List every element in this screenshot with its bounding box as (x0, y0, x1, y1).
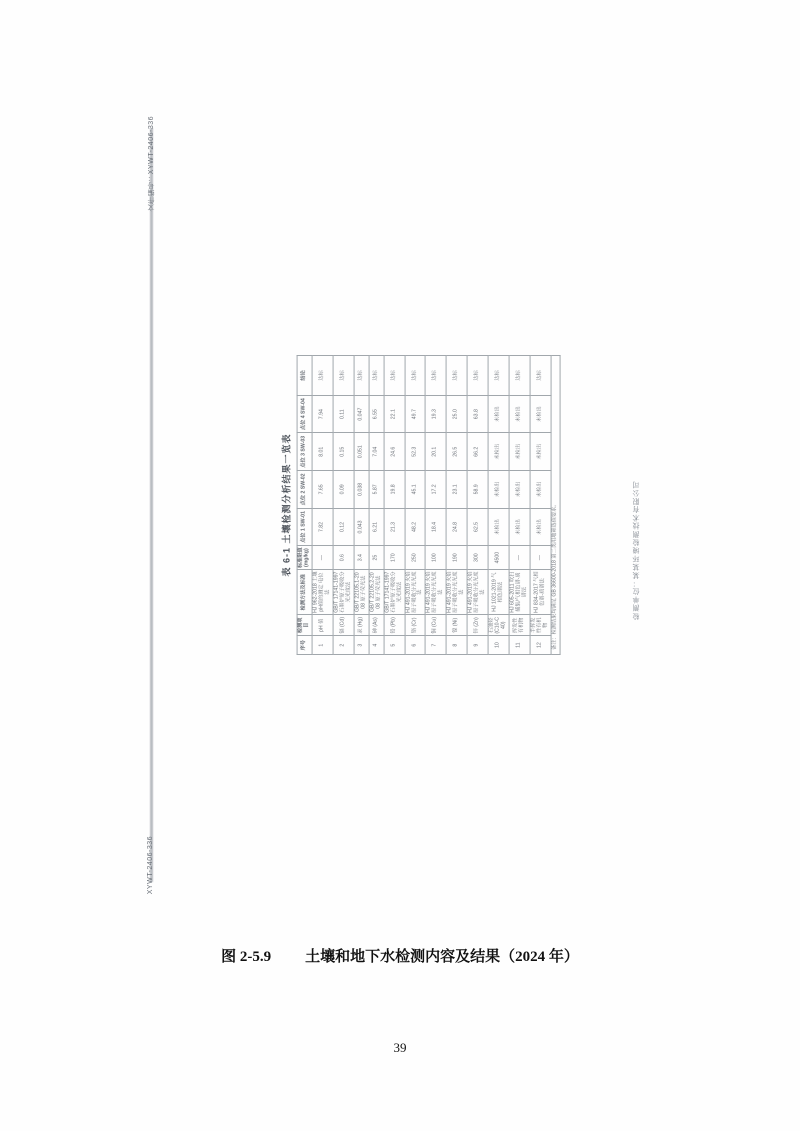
cell-method: HJ 605-2011 吹扫捕集/气相色谱-质谱法 (509, 570, 530, 615)
column-header-point-3: 点位 3 SW-03 (297, 433, 312, 471)
cell-point-4: 0.047 (354, 395, 369, 433)
cell-point-1: 24.8 (446, 508, 467, 546)
cell-point-3: 未检出 (488, 433, 509, 471)
cell-point-1: 18.4 (426, 508, 447, 546)
cell-limit: 3.4 (354, 546, 369, 570)
cell-no: 4 (369, 636, 384, 655)
cell-limit: 0.6 (333, 546, 354, 570)
figure-caption-text: 土壤和地下水检测内容及结果（2024 年） (305, 949, 579, 965)
table-row (405, 356, 426, 655)
table-title: 表 6-1 土壤检测分析结果一览表 (281, 433, 292, 577)
cell-point-1: 未检出 (509, 508, 530, 546)
cell-point-4: 22.1 (384, 395, 405, 433)
cell-limit: 25 (369, 546, 384, 570)
cell-method: HJ 491-2019 火焰原子吸收分光光度法 (405, 570, 426, 615)
cell-no: 11 (509, 636, 530, 655)
cell-item: 石油烃 (C10-C40) (488, 615, 509, 636)
cell-conclusion: 达标 (312, 356, 333, 396)
figure-side-note: 检测单位：某某环境检测技术有限公司 (633, 480, 640, 620)
cell-point-1: 未检出 (488, 508, 509, 546)
cell-point-2: 7.65 (312, 471, 333, 509)
cell-point-1: 21.3 (384, 508, 405, 546)
cell-conclusion: 达标 (405, 356, 426, 396)
cell-limit: 100 (426, 546, 447, 570)
document-code-bottom: XYWT-2406-336 (147, 835, 154, 894)
cell-point-3: 未检出 (530, 433, 551, 471)
table-row (467, 356, 488, 655)
cell-point-4: 49.7 (405, 395, 426, 433)
cell-point-3: 8.01 (312, 433, 333, 471)
cell-no: 6 (405, 636, 426, 655)
table-row (369, 356, 384, 655)
table-row (446, 356, 467, 655)
figure-caption (0, 945, 800, 966)
table-row (426, 356, 447, 655)
page-number: 39 (393, 1040, 407, 1055)
table-row (530, 356, 551, 655)
cell-point-4: 19.3 (426, 395, 447, 433)
cell-item: 镉 (Cd) (333, 615, 354, 636)
cell-method: HJ 491-2019 火焰原子吸收分光光度法 (467, 570, 488, 615)
cell-method: GB/T 17141-1997 石墨炉原子吸收分光光度法 (384, 570, 405, 615)
scanned-figure (120, 110, 720, 900)
column-header-method: 检测方法及标准 (297, 570, 312, 615)
cell-conclusion: 达标 (446, 356, 467, 396)
column-header-point-4: 点位 4 SW-04 (297, 395, 312, 433)
column-header-conclusion: 结论 (297, 356, 312, 396)
cell-point-3: 0.15 (333, 433, 354, 471)
detection-results-table (297, 355, 561, 655)
cell-point-1: 7.82 (312, 508, 333, 546)
cell-point-3: 0.051 (354, 433, 369, 471)
cell-limit: 4500 (488, 546, 509, 570)
cell-no: 8 (446, 636, 467, 655)
cell-point-2: 未检出 (530, 471, 551, 509)
cell-point-4: 0.11 (333, 395, 354, 433)
cell-method: HJ 491-2019 火焰原子吸收分光光度法 (426, 570, 447, 615)
cell-item: 半挥发性有机物 (530, 615, 551, 636)
cell-no: 1 (312, 636, 333, 655)
cell-no: 10 (488, 636, 509, 655)
cell-point-1: 0.043 (354, 508, 369, 546)
cell-point-1: 48.2 (405, 508, 426, 546)
cell-point-4: 25.0 (446, 395, 467, 433)
cell-item: 镍 (Ni) (446, 615, 467, 636)
cell-point-2: 58.9 (467, 471, 488, 509)
cell-point-3: 24.6 (384, 433, 405, 471)
cell-no: 12 (530, 636, 551, 655)
cell-point-3: 52.3 (405, 433, 426, 471)
cell-method: GB/T 22105.2-2008 原子荧光法 (369, 570, 384, 615)
cell-item: 铅 (Pb) (384, 615, 405, 636)
cell-no: 5 (384, 636, 405, 655)
table-header-row (297, 356, 312, 655)
cell-item: 汞 (Hg) (354, 615, 369, 636)
cell-limit: — (530, 546, 551, 570)
cell-point-1: 62.5 (467, 508, 488, 546)
column-header-item: 检测项目 (297, 615, 312, 636)
cell-conclusion: 达标 (369, 356, 384, 396)
cell-point-2: 5.87 (369, 471, 384, 509)
cell-conclusion: 达标 (467, 356, 488, 396)
cell-item: 铜 (Cu) (426, 615, 447, 636)
cell-point-4: 未检出 (509, 395, 530, 433)
figure-caption-number: 图 2-5.9 (221, 949, 272, 965)
cell-point-3: 7.04 (369, 433, 384, 471)
cell-method: HJ 834-2017 气相色谱-质谱法 (530, 570, 551, 615)
cell-limit: — (312, 546, 333, 570)
cell-point-2: 0.038 (354, 471, 369, 509)
cell-conclusion: 达标 (426, 356, 447, 396)
cell-point-4: 6.55 (369, 395, 384, 433)
cell-point-4: 未检出 (488, 395, 509, 433)
cell-conclusion: 达标 (509, 356, 530, 396)
column-header-no: 序号 (297, 636, 312, 655)
cell-point-1: 未检出 (530, 508, 551, 546)
column-header-point-1: 点位 1 SW-01 (297, 508, 312, 546)
cell-point-2: 未检出 (509, 471, 530, 509)
cell-limit: 300 (467, 546, 488, 570)
cell-point-2: 未检出 (488, 471, 509, 509)
cell-footer-note: 备注：检测结果均满足 GB 36600-2018 第二类用地筛选值要求。 (551, 356, 560, 655)
column-header-limit: 标准限值 (mg/kg) (297, 546, 312, 570)
cell-item: 铬 (Cr) (405, 615, 426, 636)
table-row (488, 356, 509, 655)
cell-conclusion: 达标 (384, 356, 405, 396)
cell-method: HJ 1021-2019 气相色谱法 (488, 570, 509, 615)
cell-method: HJ 962-2018 土壤 pH值的测定 电位法 (312, 570, 333, 615)
cell-conclusion: 达标 (488, 356, 509, 396)
cell-conclusion: 达标 (530, 356, 551, 396)
cell-method: GB/T 22105.1-2008 原子荧光法 (354, 570, 369, 615)
cell-point-1: 0.12 (333, 508, 354, 546)
cell-no: 9 (467, 636, 488, 655)
table-row (384, 356, 405, 655)
cell-item: pH 值 (312, 615, 333, 636)
scan-spine-line (150, 128, 153, 882)
cell-point-3: 未检出 (509, 433, 530, 471)
cell-no: 2 (333, 636, 354, 655)
cell-no: 7 (426, 636, 447, 655)
cell-point-4: 未检出 (530, 395, 551, 433)
table-row (509, 356, 530, 655)
cell-limit: 170 (384, 546, 405, 570)
cell-no: 3 (354, 636, 369, 655)
cell-conclusion: 达标 (333, 356, 354, 396)
cell-limit: 190 (446, 546, 467, 570)
cell-point-4: 7.94 (312, 395, 333, 433)
cell-method: HJ 491-2019 火焰原子吸收分光光度法 (446, 570, 467, 615)
cell-point-1: 6.21 (369, 508, 384, 546)
cell-point-2: 17.2 (426, 471, 447, 509)
cell-item: 挥发性有机物 (509, 615, 530, 636)
cell-point-3: 66.2 (467, 433, 488, 471)
cell-point-2: 19.8 (384, 471, 405, 509)
cell-point-2: 45.1 (405, 471, 426, 509)
cell-limit: 250 (405, 546, 426, 570)
cell-item: 砷 (As) (369, 615, 384, 636)
cell-point-2: 0.09 (333, 471, 354, 509)
cell-item: 锌 (Zn) (467, 615, 488, 636)
cell-point-3: 20.1 (426, 433, 447, 471)
document-code-top: 文件编号：XYWT-2406-336 (148, 116, 155, 212)
cell-point-2: 23.1 (446, 471, 467, 509)
column-header-point-2: 点位 2 SW-02 (297, 471, 312, 509)
cell-point-3: 26.5 (446, 433, 467, 471)
cell-point-4: 63.8 (467, 395, 488, 433)
table-row (354, 356, 369, 655)
cell-method: GB/T 17141-1997 石墨炉原子吸收分光光度法 (333, 570, 354, 615)
cell-conclusion: 达标 (354, 356, 369, 396)
cell-limit: — (509, 546, 530, 570)
table-row (312, 356, 333, 655)
table-row (333, 356, 354, 655)
table-footer-row (551, 356, 560, 655)
rotated-table-wrapper (280, 355, 561, 655)
